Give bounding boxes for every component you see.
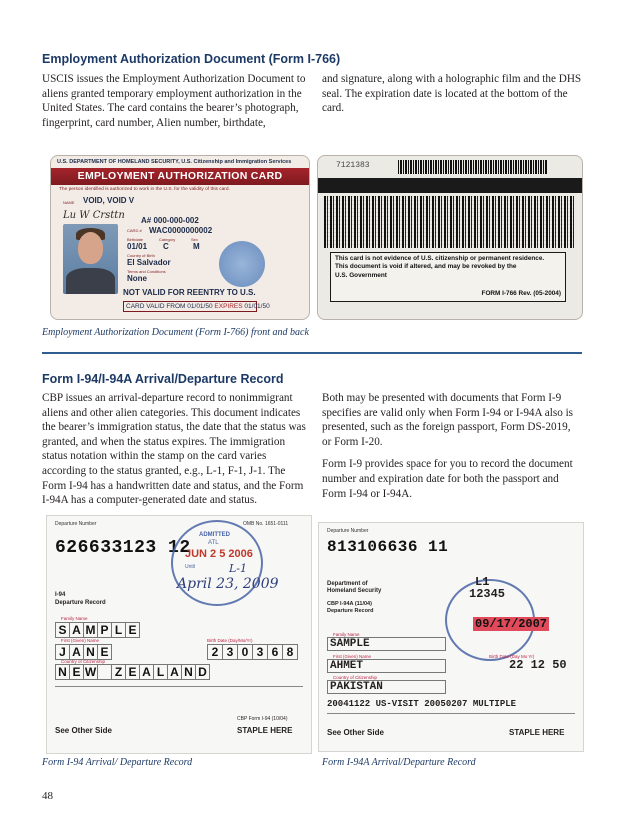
char-box: D [195,664,210,680]
i94a-staple-here: STAPLE HERE [509,728,565,737]
section-heading-ead: Employment Authorization Document (Form I-766) [42,52,341,66]
ead-category-label: Category [159,237,176,242]
ead-sex: M [193,242,200,251]
char-box: A [69,622,83,638]
ead-expires-label: EXPIRES [214,303,243,310]
char-box: L [153,664,167,680]
i94a-record-label: Departure Record [327,608,374,614]
ead-card-label: CARD # [127,228,142,233]
ead-birthdate: 01/01 [127,242,148,251]
i94-stamp-class: L-1 [229,562,248,575]
char-box: J [55,644,69,660]
i94-stamp-until: Until [185,564,196,570]
ead-valid-from: 01/01/50 [187,303,213,310]
char-box: P [97,622,111,638]
i94-country-label: Country of Citizenship [61,659,106,664]
i94a-family-name-label: Family Name [333,632,360,637]
i94-departure-number-label: Departure Number [55,521,97,527]
i94a-divider [327,713,575,714]
char-box: 2 [207,644,222,660]
char-box: A [69,644,83,660]
ead-name-label: NAME [63,200,75,205]
i94-family-name-label: Family Name [61,616,88,621]
i94-see-other-side: See Other Side [55,726,112,735]
i94-form-label: I-94 [55,592,66,598]
i94a-card [318,522,584,752]
i94a-dept-line2: Homeland Security [327,588,382,594]
ead-card-front [50,155,310,320]
dhs-seal-icon [219,241,265,287]
i94-handwritten-date: April 23, 2009 [177,576,279,592]
ead-title-band [51,168,309,185]
i94-stamp-admitted: ADMITTED [199,532,230,538]
char-box: L [111,622,125,638]
i94a-birth-date: 22 12 50 [509,658,567,672]
ead-valid-from-label: CARD VALID FROM [126,303,186,310]
i94a-country-label: Country of Citizenship [333,675,378,680]
i94a-stamp-date: 09/17/2007 [475,617,548,631]
i94-staple-here: STAPLE HERE [237,726,293,735]
ead-a-number: A# 000-000-002 [141,216,199,225]
ead-caption: Employment Authorization Document (Form I-766) front and back [42,327,309,338]
char-box: E [125,664,139,680]
ead-country: El Salvador [127,258,171,267]
char-box: M [83,622,97,638]
ead-back-notice [330,252,566,302]
i94-divider [55,686,303,687]
i94a-first-name: AHMET [327,659,446,673]
ead-expires: 01/01/50 [244,303,270,310]
i94-country-boxes [55,664,210,680]
char-box: 6 [267,644,282,660]
char-box: E [97,644,112,660]
char-box: N [83,644,97,660]
ead-photo [63,224,118,294]
i94-caption: Form I-94 Arrival/ Departure Record [42,757,193,768]
i94a-stamp-number: 12345 [469,587,506,601]
i94-paragraph-left: CBP issues an arrival-departure record to nonimmigrant aliens and other alien categories. This document indicates the bearer’s immigration status, the date that the status was granted, and when the status expires. The immigration status notation within the stamp on the card varies according to the status granted, e.g., L-1, F-1, J-1. The Form I-94 has a handwritten date and status, and the Form I-94A has a computer-generated date and status. [42,392,306,507]
i94-birth-label: Birth Date (Day/Mo/Yr) [207,638,253,643]
i94-first-name-label: First (Given) Name [61,638,100,643]
i94-birth-date-boxes [207,644,298,660]
i94a-first-name-label: First (Given) Name [333,654,372,659]
i94a-dept-line1: Department of [327,581,368,587]
ead-notice-line1: This card is not evidence of U.S. citizenship or permanent residence. [335,255,545,262]
i94-stamp-date: JUN 2 5 2006 [185,548,253,560]
char-box: W [84,665,97,679]
ead-back-serial: 7121383 [336,161,370,170]
ead-back-barcode-icon [398,160,548,174]
i94-text-right [322,391,582,509]
char-box: N [181,664,195,680]
ead-reentry-warning: NOT VALID FOR REENTRY TO U.S. [123,288,256,297]
ead-magnetic-stripe [318,178,582,193]
ead-notice-line2: This document is void if altered, and may be revoked by the [335,263,517,271]
i94a-stamp-class: L1 [475,575,490,589]
ead-card-number: WAC0000000002 [149,226,213,235]
char-box: E [125,622,140,638]
char-box: 8 [282,644,298,660]
i94a-family-name: SAMPLE [327,637,446,651]
ead-sex-label: Sex [191,237,198,242]
i94-family-name-boxes [55,622,140,638]
ead-signature: Lu W Crsttn [63,210,125,221]
char-box: A [167,664,181,680]
ead-title: EMPLOYMENT AUTHORIZATION CARD [77,170,283,182]
char-box [97,664,111,680]
ead-subtitle: The person identified is authorized to work in the U.S. for the validity of this card. [59,187,230,192]
char-box: 3 [252,644,267,660]
ead-terms: None [127,274,147,283]
ead-birth-label: Birthdate [127,237,144,242]
i94a-form-label: CBP I-94A (11/04) [327,601,372,607]
ead-agency: U.S. DEPARTMENT OF HOMELAND SECURITY, U.S. Citizenship and Immigration Services [57,159,292,165]
char-box: A [139,664,153,680]
ead-name: VOID, VOID V [83,196,135,205]
ead-category: C [163,242,169,251]
char-box: 3 [222,644,237,660]
i94-stamp-port: ATL [208,540,219,546]
section-heading-i94: Form I-94/I-94A Arrival/Departure Record [42,372,284,386]
i94a-departure-number-label: Departure Number [327,528,369,534]
ead-terms-label: Terms and Conditions [127,269,166,274]
i94a-country: PAKISTAN [327,680,446,694]
i94a-birth-label: Birth Date (Day Mo Yr) [489,654,535,659]
i94-text-left [42,391,310,516]
i94-number: 626633123 12 [55,538,191,558]
i94a-see-other-side: See Other Side [327,728,384,737]
ead-text-left [42,72,310,138]
ead-country-label: Country of Birth [127,253,155,258]
char-box: N [55,664,69,680]
ead-2d-barcode-icon [324,196,574,248]
ead-paragraph-right: and signature, along with a holographic film and the DHS seal. The expiration date is located at the bottom of the card. [322,73,582,115]
ead-card-back [317,155,583,320]
char-box: 0 [237,644,252,660]
char-box: S [55,622,69,638]
i94a-number: 813106636 11 [327,538,449,556]
i94a-caption: Form I-94A Arrival/Departure Record [322,757,476,768]
ead-back-form-id: FORM I-766 Rev. (05-2004) [481,289,561,297]
i94-omb: OMB No. 1651-0111 [243,521,289,527]
char-box: Z [111,664,125,680]
i94-card [46,515,312,754]
ead-text-right [322,72,582,124]
page-number: 48 [42,790,53,802]
char-box: E [69,664,83,680]
ead-paragraph-left: USCIS issues the Employment Authorization Document to aliens granted temporary employment authorization in the United States. The card contains the bearer’s photograph, fingerprint, card number, Alien number, birthdate, [42,73,306,129]
i94-paragraph-right-2: Form I-9 provides space for you to record the document number and expiration date for both the passport and Form I-94 or I-94A. [322,458,573,500]
section-divider [42,352,582,354]
i94-first-name-boxes [55,644,112,660]
i94-form-id: CBP Form I-94 (10/04) [237,716,288,722]
i94-paragraph-right-1: Both may be presented with documents that Form I-9 specifies are valid only when Form I-94 or I-94A also is presented, such as the foreign passport, Form DS-2019, or Form I-20. [322,392,574,448]
ead-notice-line3: U.S. Government [335,271,387,279]
i94-record-label: Departure Record [55,600,106,606]
ead-validity-box [123,301,270,312]
i94a-visit-line: 20041122 US-VISIT 20050207 MULTIPLE [327,699,517,709]
